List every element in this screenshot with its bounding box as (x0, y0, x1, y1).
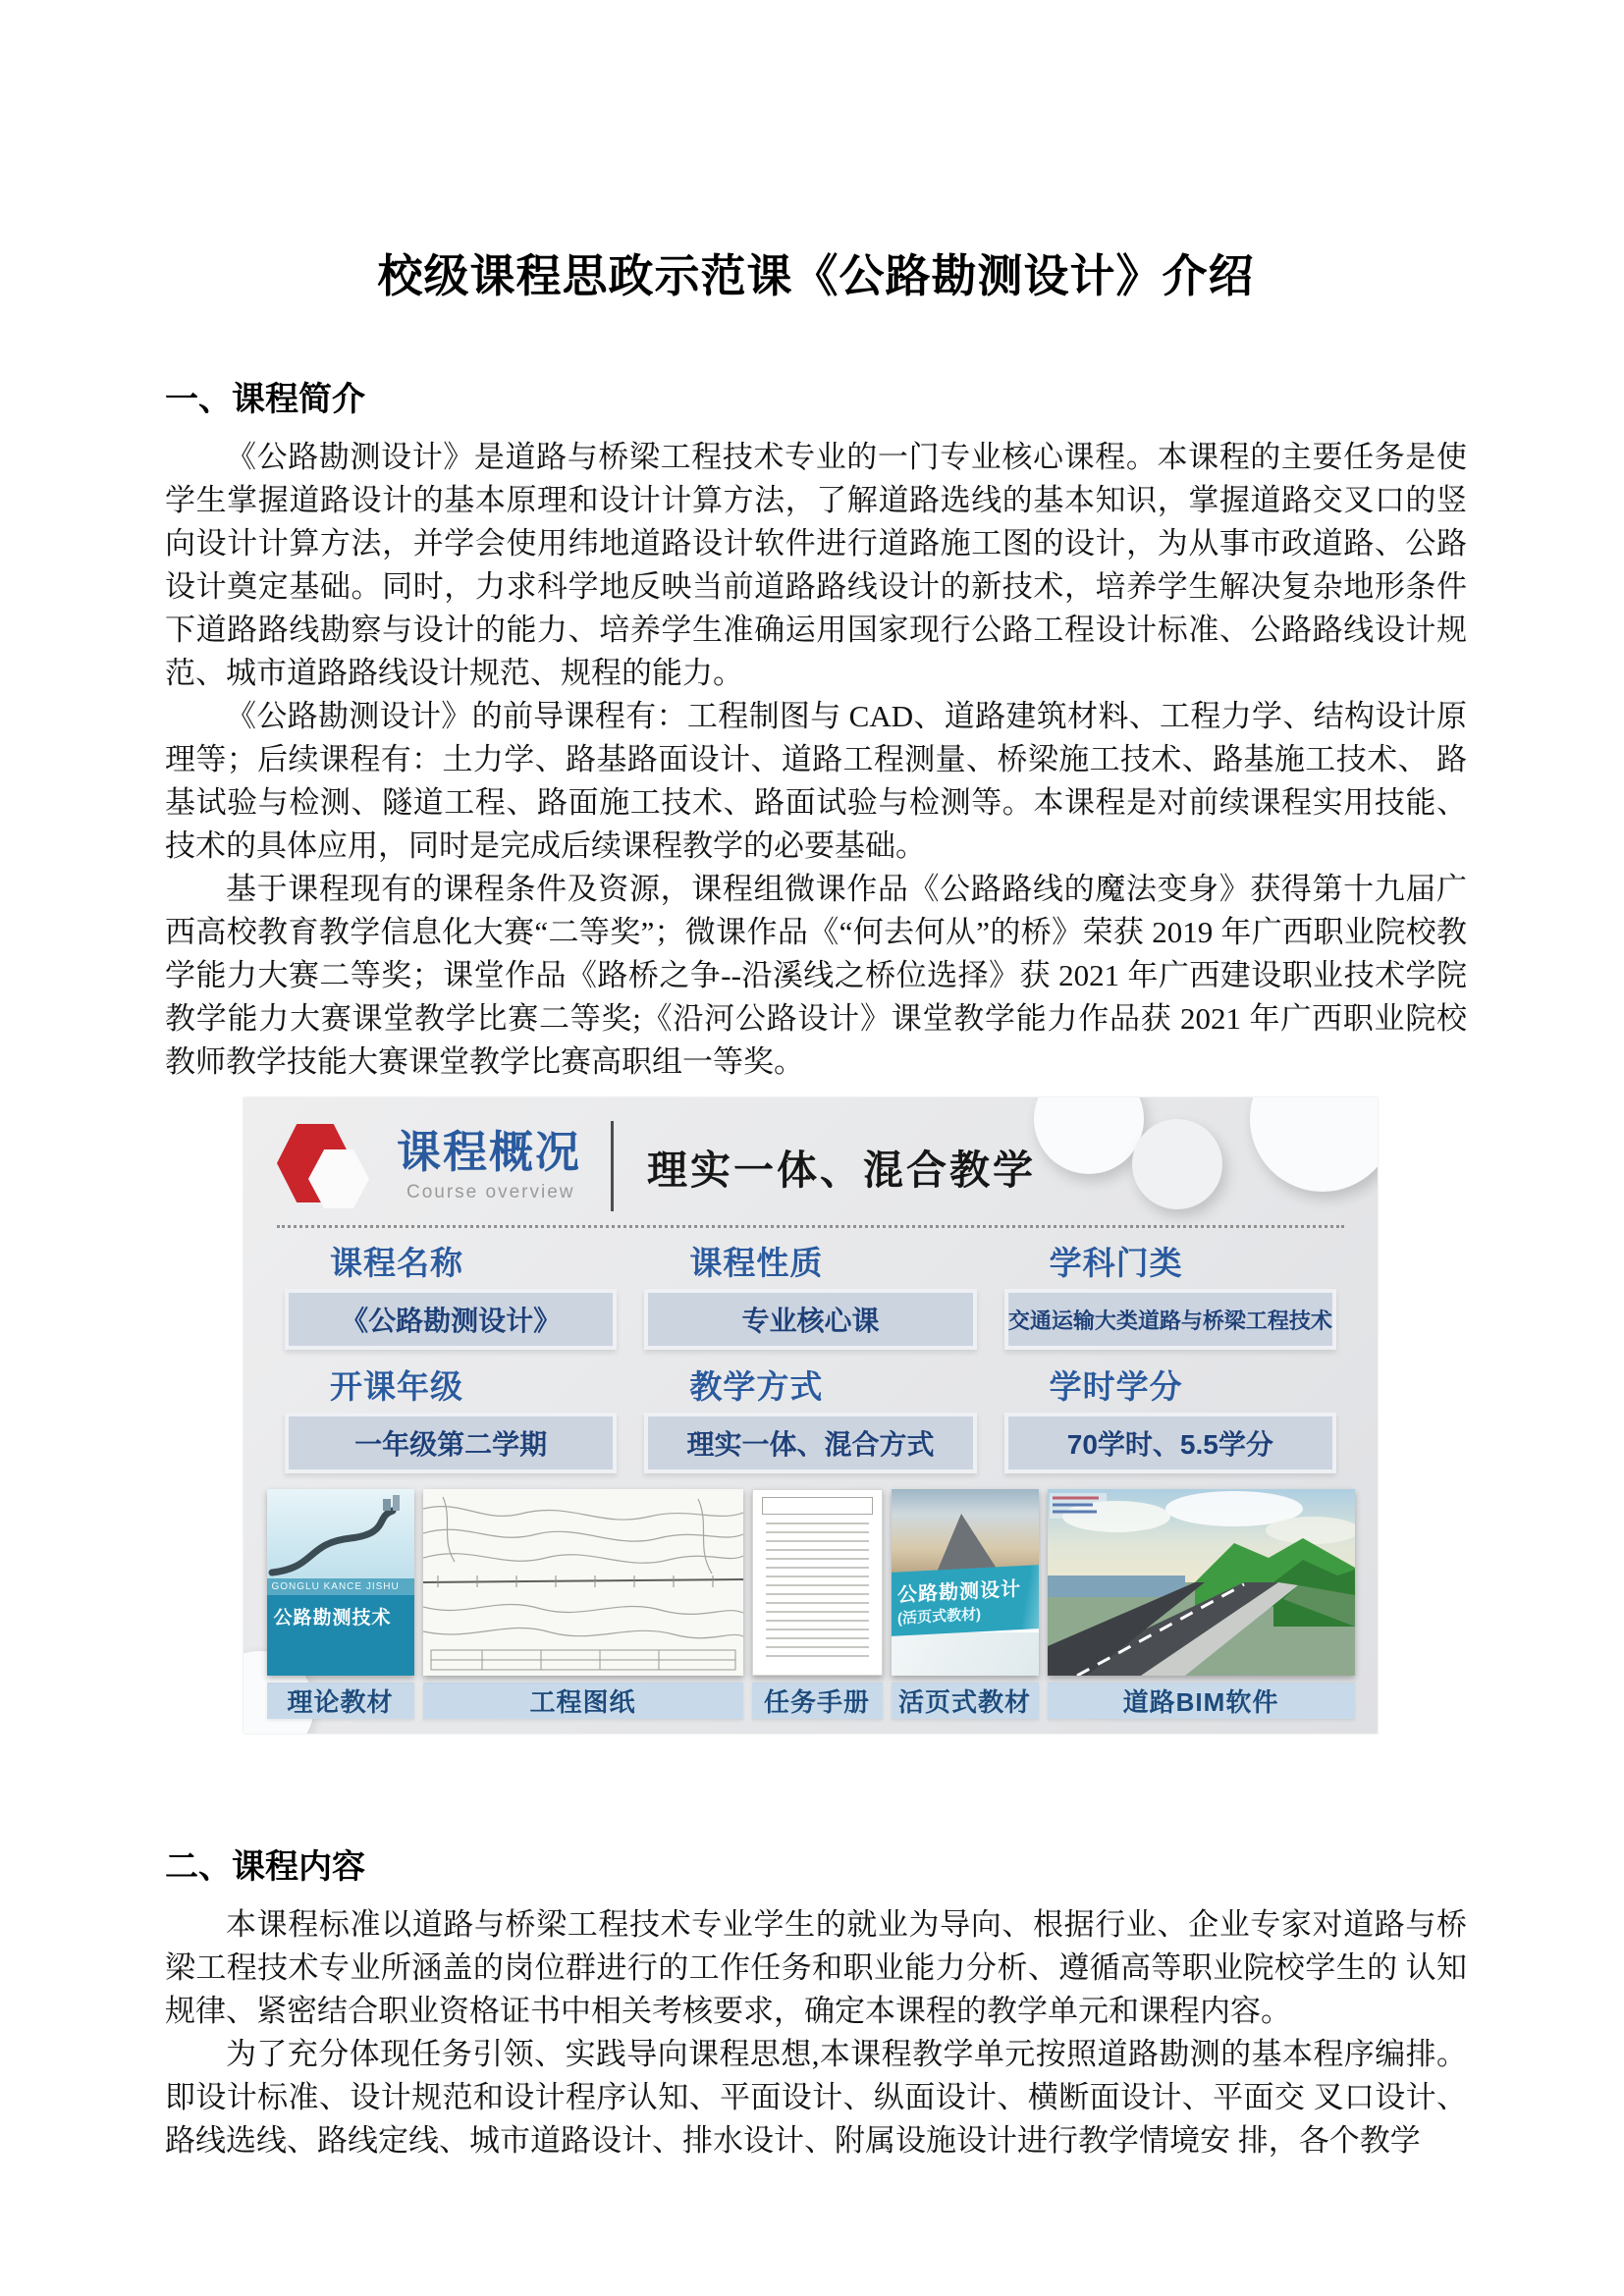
loose-leaf-cover-photo (892, 1489, 1039, 1575)
card-label: 课程名称 (330, 1245, 463, 1281)
card-value: 《公路勘测设计》 (285, 1289, 617, 1350)
page-title: 校级课程思政示范课《公路勘测设计》介绍 (377, 251, 1255, 301)
overview-badge-subtitle: Course overview (406, 1181, 575, 1202)
card-label: 课程性质 (689, 1245, 824, 1281)
thumbnail-caption: 工程图纸 (423, 1682, 743, 1719)
vertical-divider (611, 1121, 614, 1211)
overview-badge-title: 课程概况 (397, 1127, 582, 1178)
card-value: 70学时、5.5学分 (1004, 1413, 1336, 1473)
textbook-title-text: 公路勘测技术 (267, 1595, 414, 1635)
card-teaching-mode (644, 1362, 976, 1473)
textbook-cover-image (267, 1489, 414, 1676)
topographic-map-image (423, 1489, 743, 1676)
card-grade (285, 1362, 617, 1473)
thumbnail-road-bim-software (1048, 1489, 1355, 1719)
loose-leaf-subtitle-text: (活页式教材) (896, 1606, 981, 1629)
thumbnail-caption: 道路BIM软件 (1048, 1682, 1355, 1719)
loose-leaf-title-text: 公路勘测设计 (896, 1578, 1021, 1608)
loose-leaf-cover-image (892, 1489, 1039, 1676)
section1-paragraph-1: 《公路勘测设计》是道路与桥梁工程技术专业的一门专业核心课程。本课程的主要任务是使学生掌握道路设计的基本原理和设计计算方法，了解道路选线的基本知识，掌握道路交叉口的竖向设计计算方法，并学会使用纬地道路设计软件进行道路施工图的设计，为从事市政道路、公路设计奠定基础。同时，力求科学地反映当前道路路线设计的新技术，培养学生解决复杂地形条件下道路路线勘察与设计的能力、培养学生准确运用国家现行公路工程设计标准、公路路线设计规范、城市道路路线设计规范、规程的能力。 (165, 440, 1467, 690)
card-discipline (1004, 1238, 1336, 1350)
thumbnail-caption: 任务手册 (752, 1682, 883, 1719)
overview-headline: 理实一体、混合教学 (647, 1147, 1037, 1193)
card-credit-hours (1004, 1362, 1336, 1473)
thumbnail-caption: 活页式教材 (892, 1682, 1039, 1719)
card-course-name (285, 1238, 617, 1350)
textbook-cover-art (267, 1489, 414, 1578)
section1-paragraph-2: 《公路勘测设计》的前导课程有：工程制图与 CAD、道路建筑材料、工程力学、结构设计原理等；后续课程有：土力学、路基路面设计、道路工程测量、桥梁施工技术、路基施工技术、 路基试验与检测、隧道工程、路面施工技术、路面试验与检测等。本课程是对前续课程实用技能、技术的具体应用，同时是完成后续课程教学的必要基础。 (165, 699, 1467, 863)
card-course-nature (644, 1238, 976, 1350)
card-label: 学科门类 (1049, 1245, 1183, 1281)
card-value: 理实一体、混合方式 (644, 1413, 976, 1473)
section1-paragraph-3: 基于课程现有的课程条件及资源，课程组微课作品《公路路线的魔法变身》获得第十九届广西高校教育教学信息化大赛“二等奖”；微课作品《“何去何从”的桥》荣获 2019 年广西职业院校教学能力大赛二等奖；课堂作品《路桥之争--沿溪线之桥位选择》获 2021 年广西建设职业技术学院教学能力大赛课堂教学比赛二等奖;《沿河公路设计》课堂教学能力作品获 2021 年广西职业院校教师教学技能大赛课堂教学比赛高职组一等奖。 (165, 872, 1467, 1079)
section1-heading: 一、课程简介 (165, 381, 365, 418)
thumbnail-task-manual (752, 1489, 883, 1719)
thumbnail-theory-textbook (267, 1489, 414, 1719)
card-label: 开课年级 (330, 1368, 463, 1405)
section2-paragraph-1: 本课程标准以道路与桥梁工程技术专业学生的就业为导向、根据行业、企业专家对道路与桥梁工程技术专业所涵盖的岗位群进行的工作任务和职业能力分析、遵循高等职业院校学生的 认知规律、紧密结合职业资格证书中相关考核要求，确定本课程的教学单元和课程内容。 (165, 1907, 1467, 2028)
card-value: 交通运输大类道路与桥梁工程技术 (1004, 1289, 1336, 1350)
bim-render-image (1048, 1489, 1355, 1676)
task-manual-page-image (752, 1489, 883, 1676)
card-value: 一年级第二学期 (285, 1413, 617, 1473)
section2-paragraph-2: 为了充分体现任务引领、实践导向课程思想,本课程教学单元按照道路勘测的基本程序编排。即设计标准、设计规范和设计程序认知、平面设计、纵面设计、横断面设计、平面交 叉口设计、路线选线、路线定线、城市道路设计、排水设计、附属设施设计进行教学情境安 排，各个教学 (165, 2037, 1467, 2158)
red-hexagon-icon (277, 1124, 371, 1208)
card-label: 学时学分 (1049, 1368, 1183, 1405)
overview-badge (397, 1129, 581, 1202)
thumbnail-engineering-drawing (423, 1489, 743, 1719)
overview-header (244, 1097, 1378, 1211)
textbook-series-text: GONGLU KANCE JISHU (267, 1578, 414, 1595)
course-overview-image (244, 1097, 1378, 1734)
overview-cards-grid (244, 1228, 1378, 1473)
thumbnail-caption: 理论教材 (267, 1682, 414, 1719)
card-label: 教学方式 (689, 1368, 824, 1405)
card-value: 专业核心课 (644, 1289, 976, 1350)
section2-heading: 二、课程内容 (165, 1848, 365, 1886)
overview-thumbnails-row (244, 1473, 1378, 1719)
thumbnail-loose-leaf-textbook (892, 1489, 1039, 1719)
